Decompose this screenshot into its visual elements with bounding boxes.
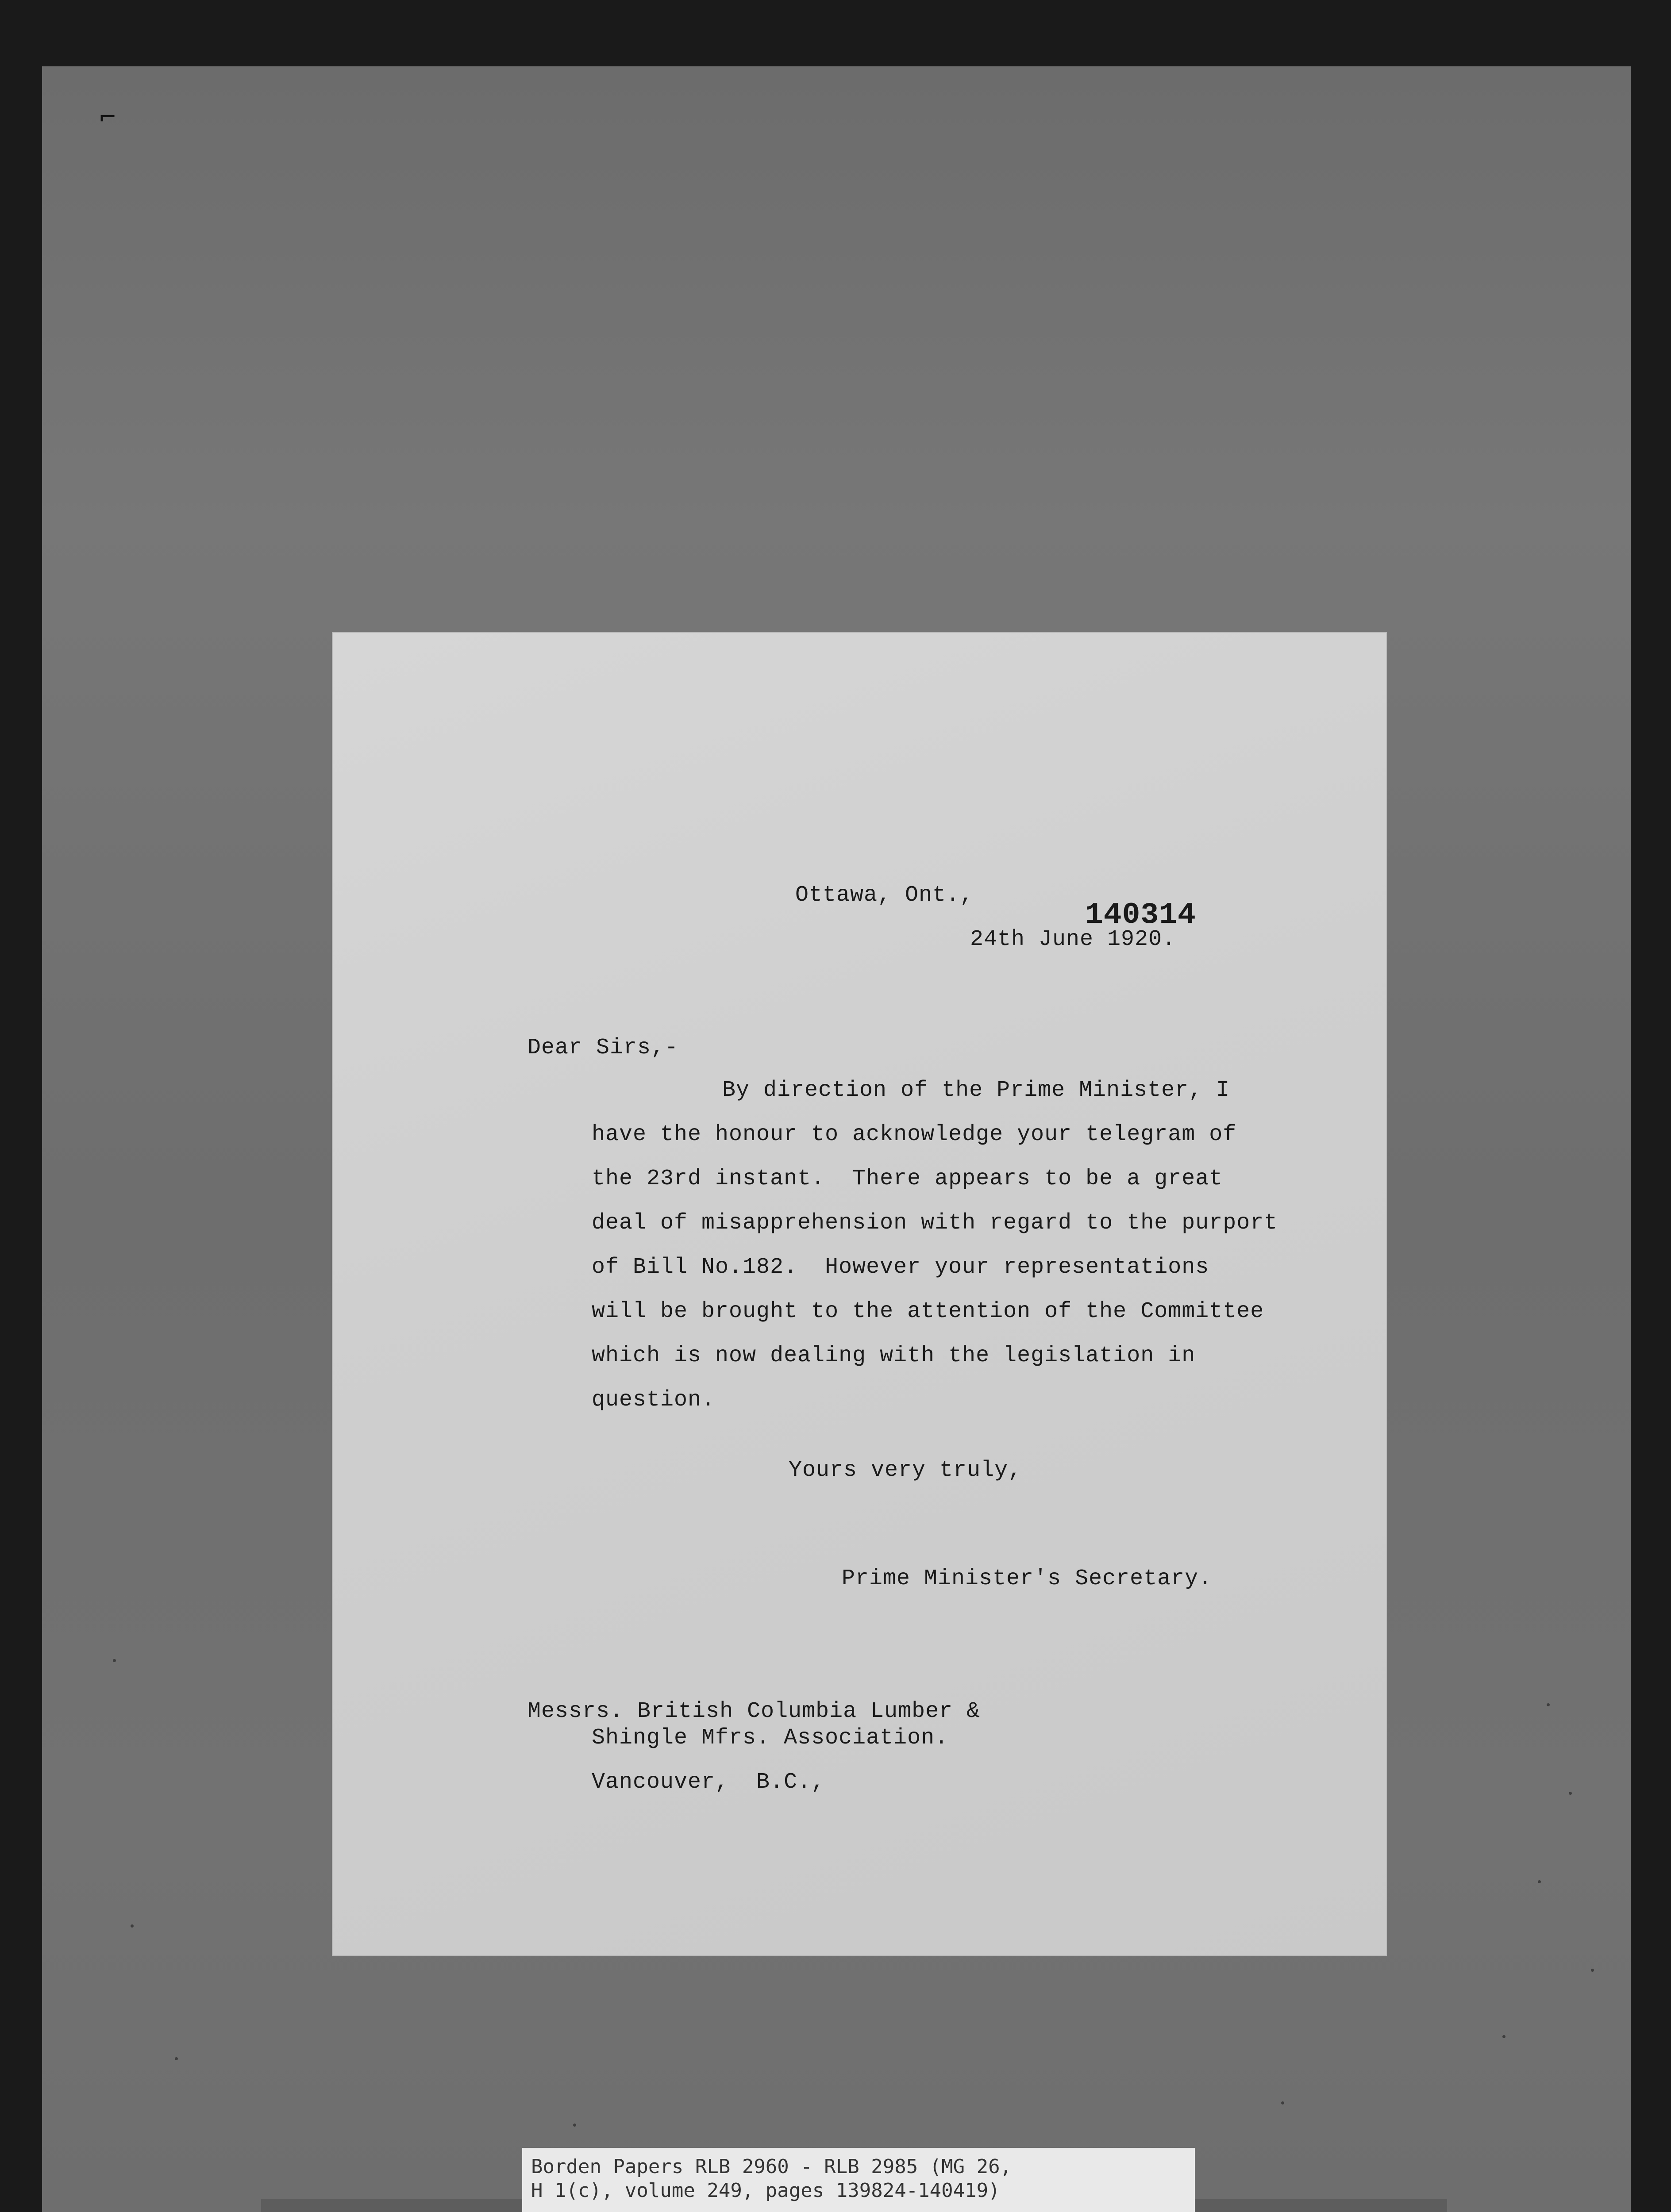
addressee-line: Messrs. British Columbia Lumber &: [527, 1699, 981, 1724]
body-line: will be brought to the attention of the Committee: [592, 1299, 1264, 1324]
film-speck: [1591, 1969, 1594, 1972]
body-line: question.: [592, 1387, 716, 1413]
film-speck: [113, 1659, 116, 1662]
film-speck: [131, 1924, 134, 1928]
film-speck: [1569, 1792, 1572, 1795]
reference-line: Borden Papers RLB 2960 - RLB 2985 (MG 26,: [531, 2155, 1012, 2178]
addressee-line: Shingle Mfrs. Association.: [592, 1725, 949, 1751]
closing: Yours very truly,: [789, 1458, 1022, 1483]
reference-label: [522, 2148, 1195, 2212]
film-speck: [573, 2124, 576, 2127]
film-speck: [1547, 1703, 1550, 1706]
body-line: have the honour to acknowledge your telegram of: [592, 1122, 1237, 1147]
body-line: which is now dealing with the legislation in: [592, 1343, 1196, 1368]
film-speck: [175, 2057, 178, 2060]
film-speck: [1502, 2035, 1505, 2038]
letter-place: Ottawa, Ont.,: [795, 883, 974, 908]
document-number: 140314: [1085, 898, 1196, 932]
film-speck: [1281, 2101, 1284, 2104]
body-line: of Bill No.182. However your representations: [592, 1255, 1209, 1280]
film-speck: [1538, 1880, 1541, 1883]
corner-mark: ⌐: [100, 102, 116, 133]
salutation: Dear Sirs,-: [527, 1035, 679, 1060]
addressee-line: Vancouver, B.C.,: [592, 1770, 825, 1795]
signature-title: Prime Minister's Secretary.: [842, 1566, 1213, 1591]
reference-line: H 1(c), volume 249, pages 139824-140419): [531, 2179, 1000, 2202]
body-line: By direction of the Prime Minister, I: [722, 1078, 1230, 1103]
body-line: deal of misapprehension with regard to the purport: [592, 1210, 1278, 1236]
letter-page: [333, 633, 1386, 1955]
letter-date: 24th June 1920.: [970, 927, 1176, 952]
body-line: the 23rd instant. There appears to be a great: [592, 1166, 1223, 1191]
